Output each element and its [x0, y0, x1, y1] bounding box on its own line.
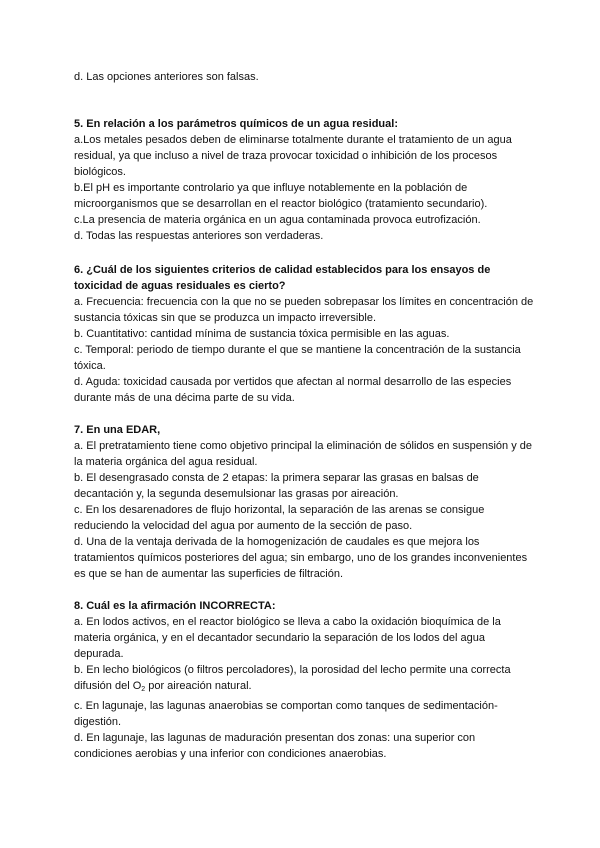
option-c: c. Temporal: periodo de tiempo durante el que se mantiene la concentración de la sustancia tóxica.: [74, 344, 521, 372]
question-8: [74, 598, 534, 762]
option-d: d. Todas las respuestas anteriores son verdaderas.: [74, 230, 324, 242]
option-a: a. El pretratamiento tiene como objetivo principal la eliminación de sólidos en suspensión y de la materia orgánica del agua residual.: [74, 440, 532, 468]
option-a: a. En lodos activos, en el reactor biológico se lleva a cabo la oxidación bioquímica de la materia orgánica, y en el decantador secundario la separación de los lodos del agua depurada.: [74, 616, 501, 660]
option-d: d. Aguda: toxicidad causada por vertidos que afectan al normal desarrollo de las especies durante más de una décima parte de su vida.: [74, 376, 512, 404]
question-7: [74, 422, 534, 582]
option-b-tail: por aireación natural.: [145, 680, 252, 692]
option-c: c. En lagunaje, las lagunas anaerobias se comportan como tanques de sedimentación-digestión.: [74, 700, 498, 728]
option-d: d. En lagunaje, las lagunas de maduración presentan dos zonas: una superior con condiciones aerobias y una inferior con condiciones anaerobias.: [74, 732, 476, 760]
option-d: d. Una de la ventaja derivada de la homogenización de caudales es que mejora los tratamientos químicos posteriores del agua; sin embargo, uno de los grandes inconvenientes es que se han de aumentar las superficies de filtración.: [74, 536, 528, 580]
question-title: 6. ¿Cuál de los siguientes criterios de calidad establecidos para los ensayos de toxicidad de aguas residuales es cierto?: [74, 264, 491, 292]
option-b: b. Cuantitativo: cantidad mínima de sustancia tóxica permisible en las aguas.: [74, 328, 450, 340]
option-b: b.El pH es importante controlario ya que influye notablemente en la población de microorganismos que se desarrollan en el reactor biológico (tratamiento secundario).: [74, 182, 488, 210]
oxygen-subscript: 2: [141, 686, 146, 693]
option-c: c. En los desarenadores de flujo horizontal, la separación de las arenas se consigue reduciendo la velocidad del agua por aumento de la sección de paso.: [74, 504, 485, 532]
option-a: a. Frecuencia: frecuencia con la que no se pueden sobrepasar los límites en concentración de sustancia tóxicas sin que se produzca un impacto irreversible.: [74, 296, 534, 324]
question-title: 5. En relación a los parámetros químicos de un agua residual:: [74, 118, 398, 130]
previous-answer-line: d. Las opciones anteriores son falsas.: [74, 71, 259, 83]
option-a: a.Los metales pesados deben de eliminarse totalmente durante el tratamiento de un agua residual, ya que incluso a nivel de traza provocar toxicidad o inhibición de los procesos biológicos.: [74, 134, 512, 178]
option-b: b. El desengrasado consta de 2 etapas: la primera separar las grasas en balsas de decantación y, la segunda desemulsionar las grasas por aireación.: [74, 472, 479, 500]
question-6: [74, 262, 534, 406]
question-title: 7. En una EDAR,: [74, 424, 161, 436]
option-c: c.La presencia de materia orgánica en un agua contaminada provoca eutrofización.: [74, 214, 481, 226]
option-b-text: b. En lecho biológicos (o filtros percoladores), la porosidad del lecho permite una correcta difusión del O: [74, 664, 511, 692]
question-5: [74, 116, 534, 244]
question-title: 8. Cuál es la afirmación INCORRECTA:: [74, 600, 276, 612]
option-b: [74, 662, 534, 698]
